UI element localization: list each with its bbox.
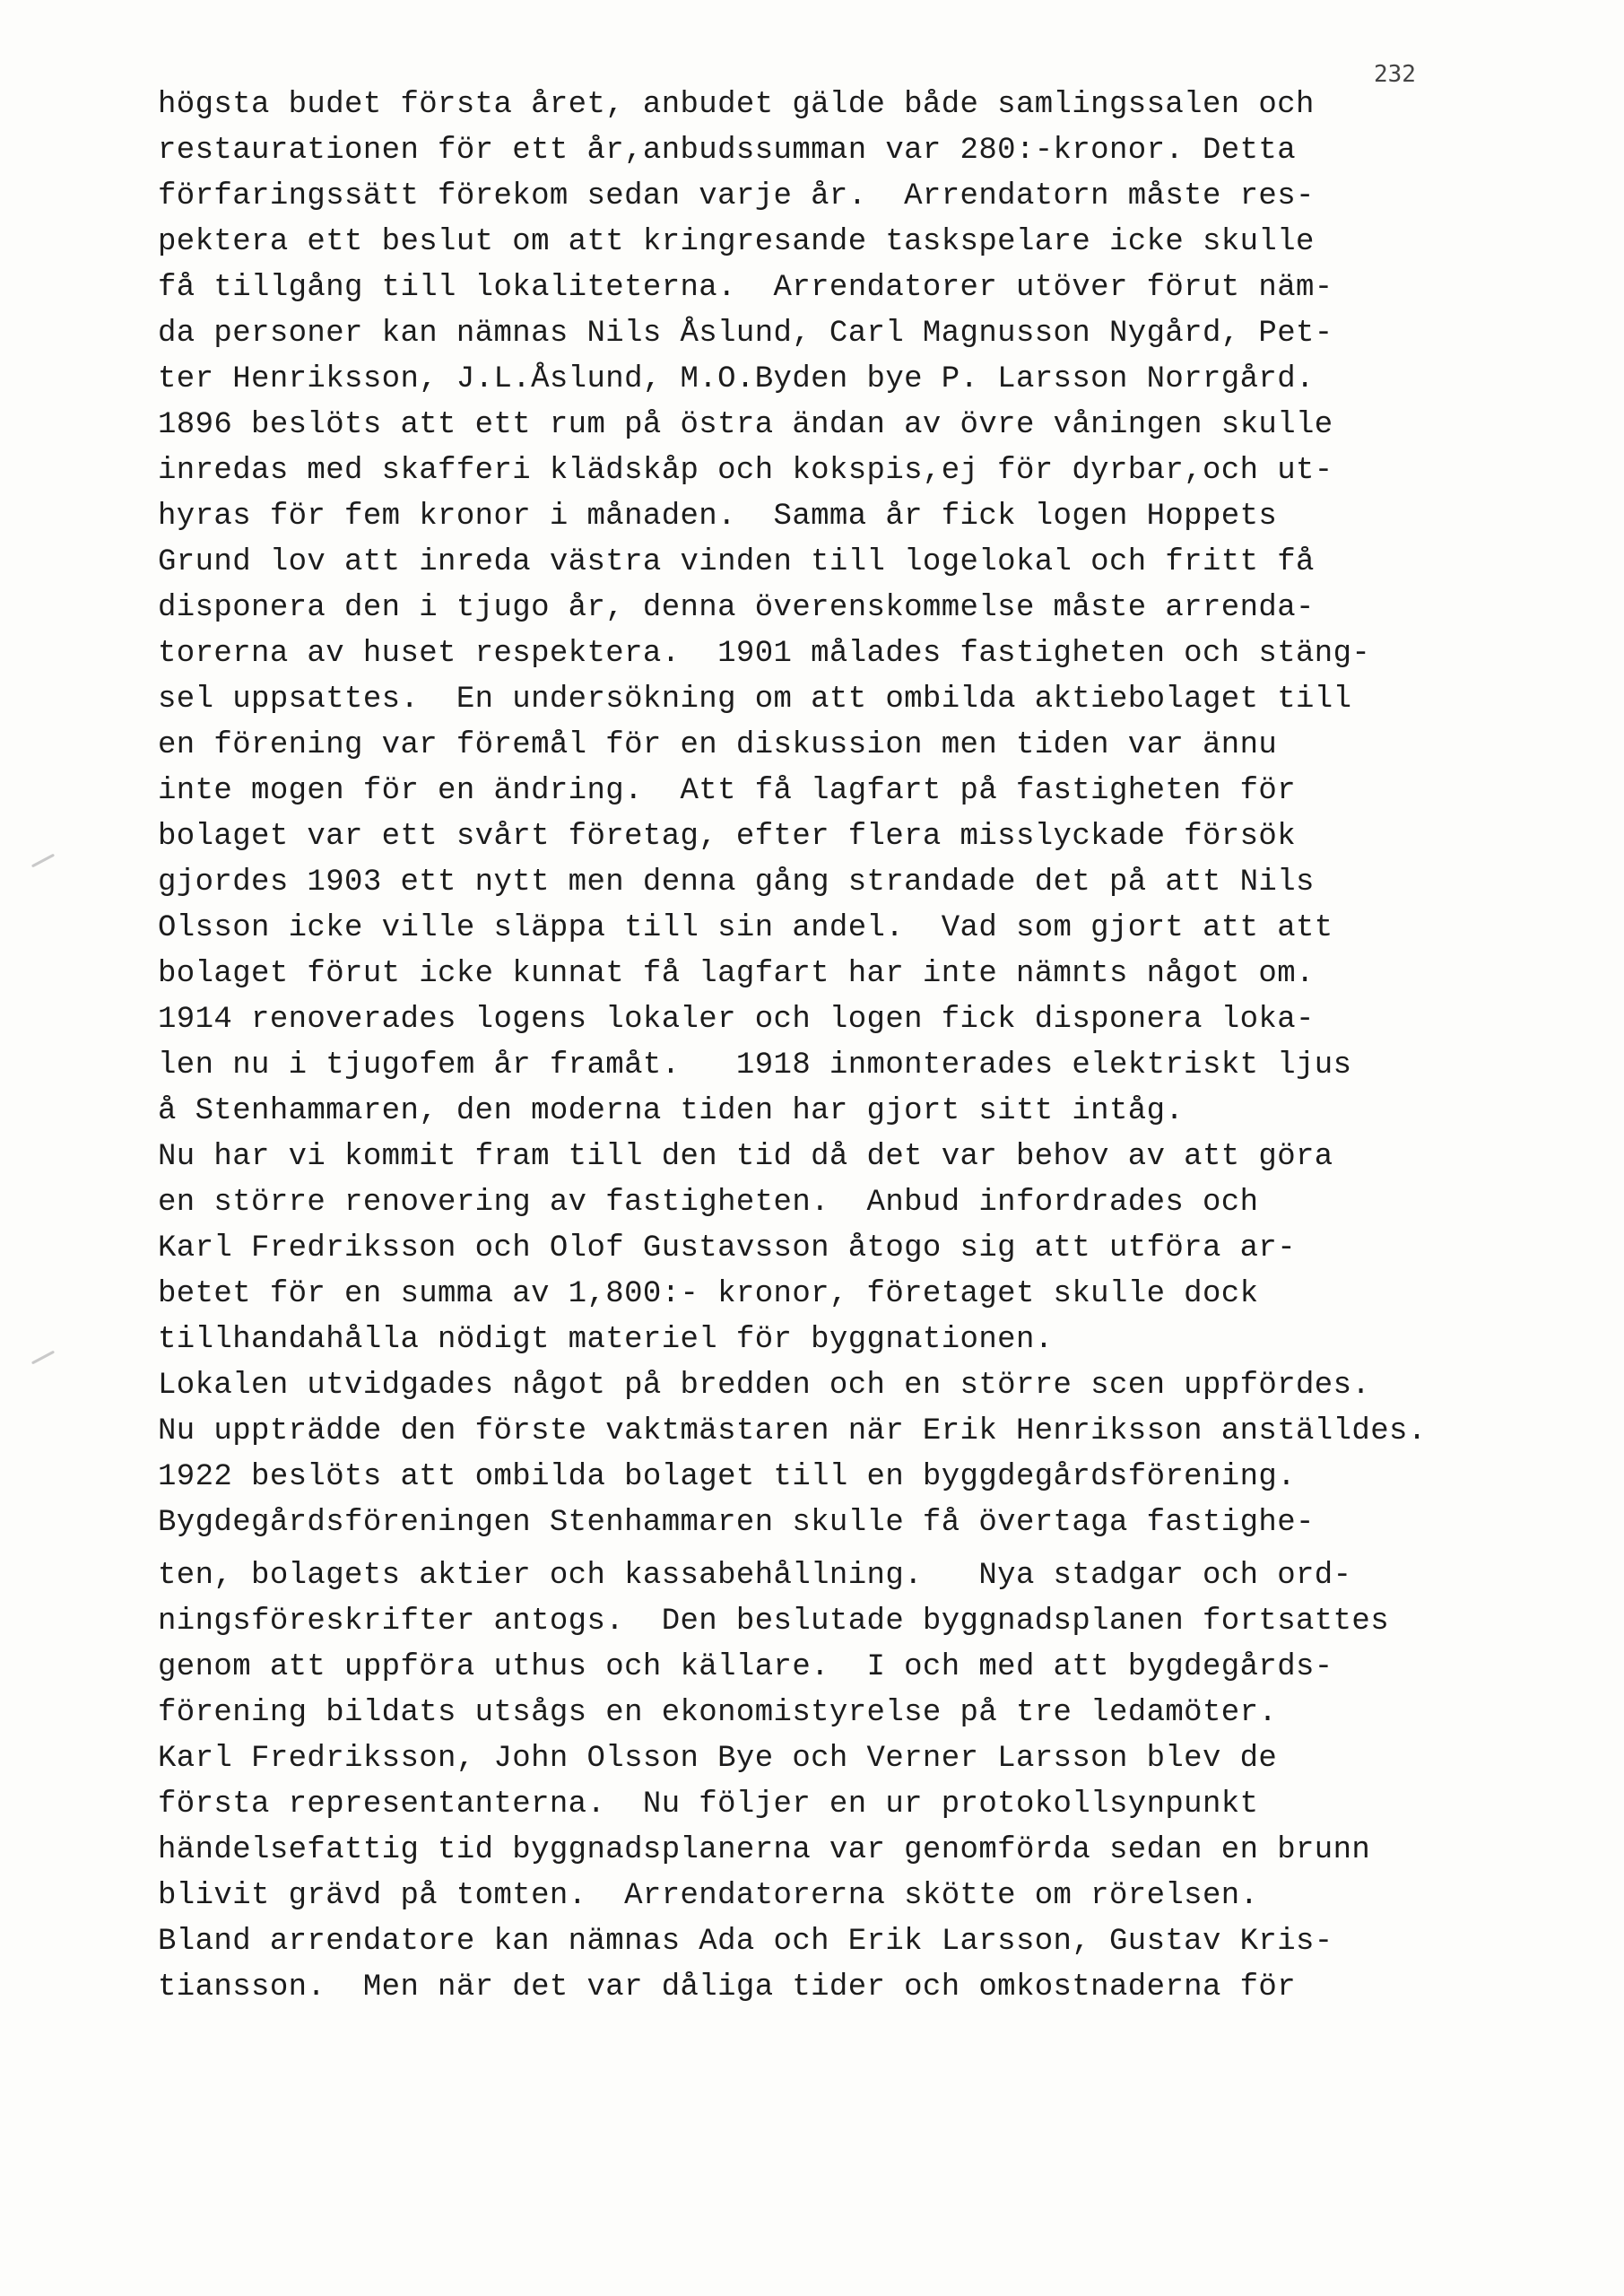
text-line: Olsson icke ville släppa till sin andel. Vad som gjort att att	[158, 911, 1333, 945]
text-line: inte mogen för en ändring. Att få lagfart på fastigheten för	[158, 774, 1297, 808]
text-line: 1914 renoverades logens lokaler och logen fick disponera loka-	[158, 1003, 1315, 1037]
text-line: torerna av huset respektera. 1901 målades fastigheten och stäng-	[158, 637, 1371, 671]
punch-hole-mark	[31, 854, 55, 868]
text-line: restaurationen för ett år,anbudssumman var 280:-kronor. Detta	[158, 134, 1297, 168]
text-line: bolaget var ett svårt företag, efter flera misslyckade försök	[158, 820, 1297, 854]
typewritten-body-text	[158, 83, 1593, 2011]
text-line: bolaget förut icke kunnat få lagfart har inte nämnts något om.	[158, 957, 1315, 991]
text-line: gjordes 1903 ett nytt men denna gång strandade det på att Nils	[158, 865, 1315, 900]
text-line: händelsefattig tid byggnadsplanerna var genomförda sedan en brunn	[158, 1833, 1371, 1867]
text-line: ter Henriksson, J.L.Åslund, M.O.Byden bye P. Larsson Norrgård.	[158, 362, 1315, 396]
text-line: Nu har vi kommit fram till den tid då det var behov av att göra	[158, 1140, 1333, 1174]
text-line: Grund lov att inreda västra vinden till logelokal och fritt få	[158, 545, 1315, 579]
text-line: Bygdegårdsföreningen Stenhammaren skulle få övertaga fastighe-	[158, 1506, 1315, 1540]
text-line: högsta budet första året, anbudet gälde både samlingssalen och	[158, 88, 1315, 122]
text-line: å Stenhammaren, den moderna tiden har gjort sitt intåg.	[158, 1094, 1185, 1128]
text-line: ten, bolagets aktier och kassabehållning. Nya stadgar och ord-	[158, 1559, 1352, 1593]
text-line: Lokalen utvidgades något på bredden och en större scen uppfördes.	[158, 1369, 1371, 1403]
text-line: 1922 beslöts att ombilda bolaget till en byggdegårdsförening.	[158, 1460, 1297, 1494]
text-line: Karl Fredriksson, John Olsson Bye och Verner Larsson blev de	[158, 1742, 1278, 1776]
text-line: hyras för fem kronor i månaden. Samma år fick logen Hoppets	[158, 500, 1278, 534]
text-line: ningsföreskrifter antogs. Den beslutade byggnadsplanen fortsattes	[158, 1605, 1390, 1639]
text-line: len nu i tjugofem år framåt. 1918 inmonterades elektriskt ljus	[158, 1048, 1352, 1083]
text-line: Bland arrendatore kan nämnas Ada och Erik Larsson, Gustav Kris-	[158, 1925, 1333, 1959]
text-line: Karl Fredriksson och Olof Gustavsson åtogo sig att utföra ar-	[158, 1231, 1297, 1265]
text-line: disponera den i tjugo år, denna överenskommelse måste arrenda-	[158, 591, 1315, 625]
page-number: 232	[1374, 61, 1416, 88]
text-line: tillhandahålla nödigt materiel för byggnationen.	[158, 1323, 1054, 1357]
text-line: 1896 beslöts att ett rum på östra ändan av övre våningen skulle	[158, 408, 1333, 442]
text-line: första representanterna. Nu följer en ur protokollsynpunkt	[158, 1787, 1259, 1822]
text-line: Nu uppträdde den förste vaktmästaren när Erik Henriksson anställdes.	[158, 1414, 1427, 1448]
text-line: da personer kan nämnas Nils Åslund, Carl Magnusson Nygård, Pet-	[158, 317, 1333, 351]
text-line: förfaringssätt förekom sedan varje år. Arrendatorn måste res-	[158, 179, 1315, 213]
text-line: inredas med skafferi klädskåp och kokspis,ej för dyrbar,och ut-	[158, 454, 1333, 488]
text-line: en förening var föremål för en diskussion men tiden var ännu	[158, 728, 1278, 762]
text-line: betet för en summa av 1,800:- kronor, företaget skulle dock	[158, 1277, 1259, 1311]
text-line: genom att uppföra uthus och källare. I och med att bygdegårds-	[158, 1650, 1333, 1684]
punch-hole-mark	[31, 1351, 55, 1365]
text-line: sel uppsattes. En undersökning om att ombilda aktiebolaget till	[158, 683, 1352, 717]
text-line: en större renovering av fastigheten. Anbud infordrades och	[158, 1186, 1259, 1220]
text-line: förening bildats utsågs en ekonomistyrelse på tre ledamöter.	[158, 1696, 1278, 1730]
text-line: tiansson. Men när det var dåliga tider och omkostnaderna för	[158, 1970, 1297, 2005]
text-line: pektera ett beslut om att kringresande taskspelare icke skulle	[158, 225, 1315, 259]
text-line: få tillgång till lokaliteterna. Arrendatorer utöver förut näm-	[158, 271, 1333, 305]
text-line: blivit grävd på tomten. Arrendatorerna skötte om rörelsen.	[158, 1879, 1259, 1913]
